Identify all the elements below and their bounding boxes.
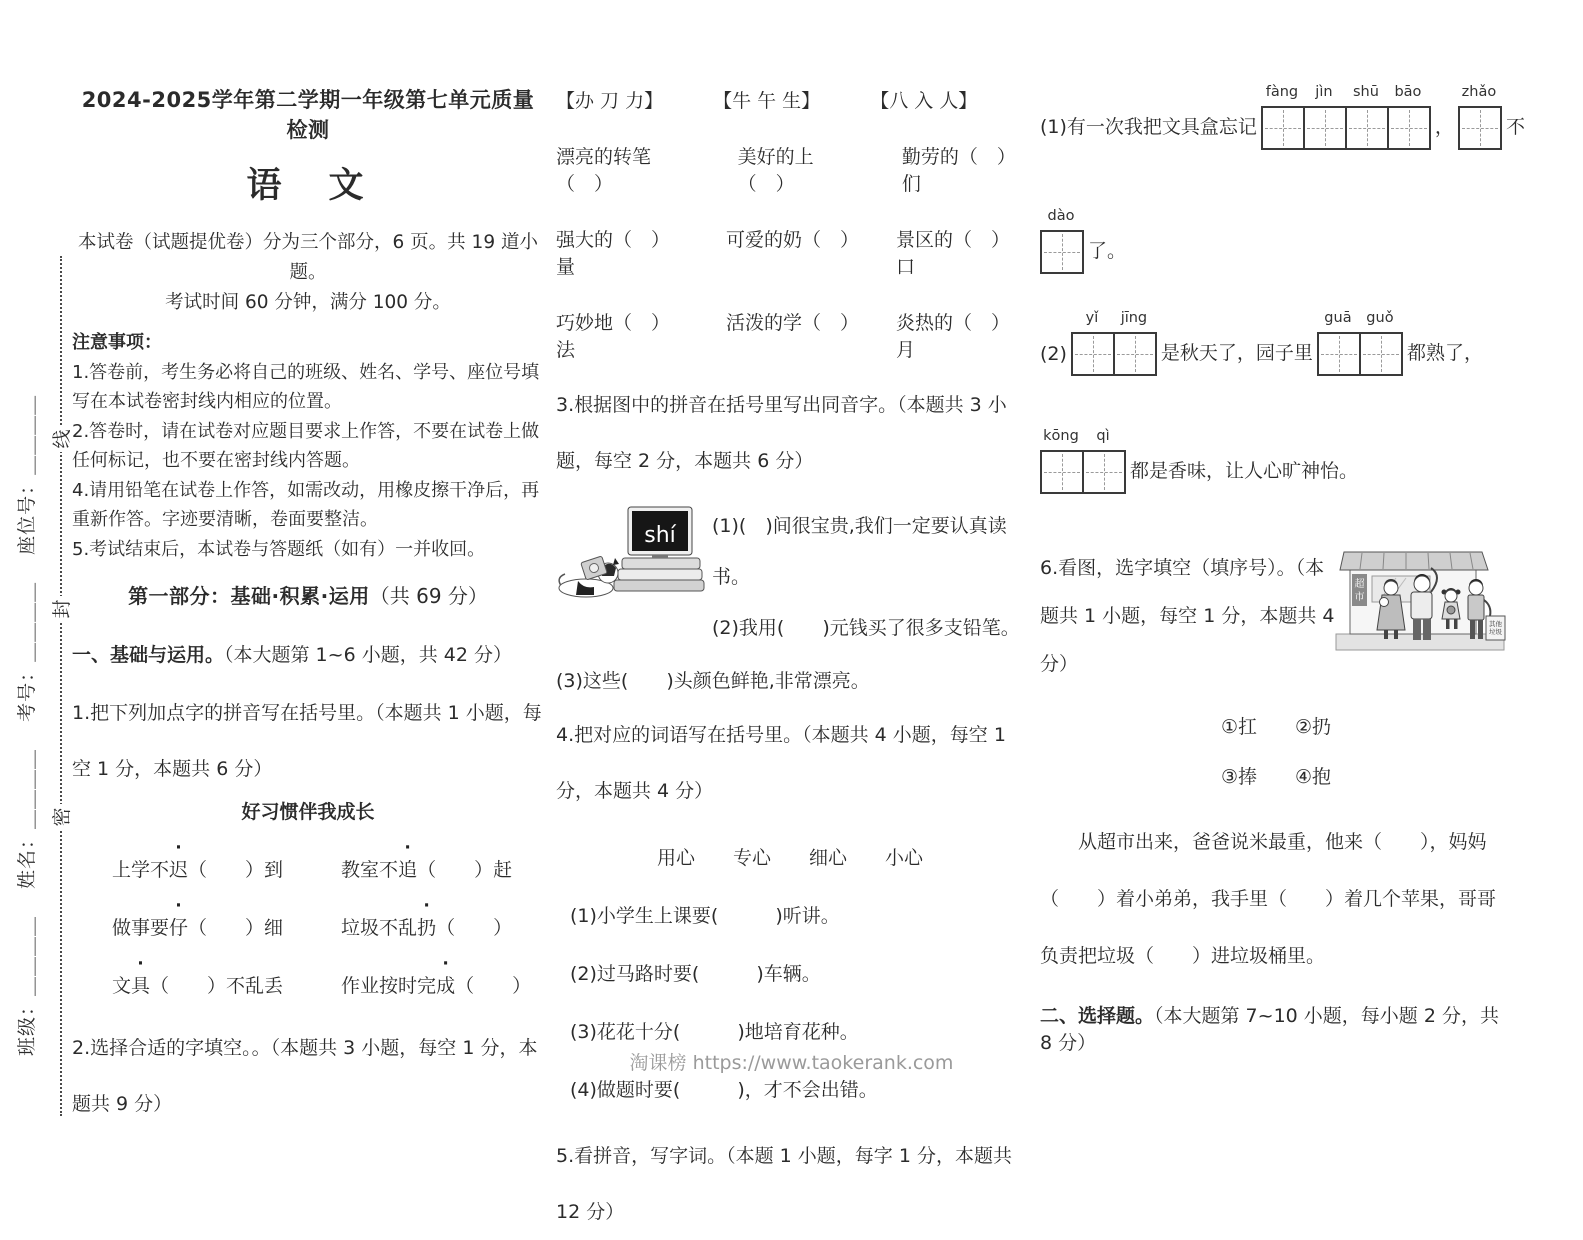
q5-line-text: (1)有一次我把文具盒忘记 (1040, 116, 1257, 138)
pinyin-writing-grid (1317, 310, 1403, 376)
q4-item: (4)做题时要( )，才不会出错。 (570, 1079, 878, 1101)
q2-fill-item: 活泼的学（ ） (726, 312, 860, 334)
note-item: 4.请用铅笔在试卷上作答，如需改动，用橡皮擦干净后，再重新作答。字迹要清晰，卷面要整洁。 (72, 479, 540, 530)
pinyin-label: yǐ (1085, 310, 1099, 326)
q2-fill-item: 可爱的奶（ ） (726, 229, 860, 251)
q2-option-group: 【牛 午 生】 (713, 90, 821, 112)
q2-fill-item: 勤劳的（ ）们 (901, 146, 1016, 195)
q2-fill-item: 炎热的（ ）月 (896, 312, 1011, 361)
phrase-pre: 教室不 (341, 859, 399, 881)
pinyin-label: qì (1096, 428, 1110, 444)
pinyin-label: kōng (1043, 428, 1079, 444)
q6-options-row: ①扛 ②扔 (1220, 716, 1332, 738)
section1-heading (72, 640, 544, 667)
phrase-dotted-char: 具 (131, 975, 151, 997)
monitor-pinyin-label: shí (644, 523, 676, 548)
part1-title (72, 580, 544, 609)
q5-answer-line (1040, 310, 1512, 376)
paper-info-line2: 考试时间 60 分钟，满分 100 分。 (165, 292, 451, 313)
q6-options-row: ③捧 ④抱 (1220, 766, 1332, 788)
part1-title-bold: 第一部分：基础·积累·运用 (128, 584, 370, 608)
phrase-post: （ ） (455, 975, 532, 997)
phrase-post: （ ）细 (188, 917, 284, 939)
phrase-dotted-char: 追 (398, 859, 418, 881)
writing-cell[interactable] (1042, 452, 1082, 492)
pinyin-writing-grid (1040, 208, 1084, 274)
q2-fill-item: 强大的（ ）量 (556, 229, 671, 278)
phrase-post: （ ）不乱丢 (150, 975, 284, 997)
section2-heading (1040, 1001, 1512, 1055)
q5-line-text: (2) (1040, 343, 1067, 365)
q2-fill-item: 景区的（ ）口 (896, 229, 1011, 278)
pinyin-label: guǒ (1366, 310, 1394, 326)
note-item: 1.答卷前，考生务必将自己的班级、姓名、学号、座位号填写在本试卷密封线内相应的位置。 (72, 361, 540, 412)
q5-line-text: 了。 (1088, 240, 1127, 262)
writing-cell[interactable] (1460, 108, 1500, 148)
q5-answer-line (1040, 84, 1525, 150)
q4-item: (2)过马路时要( )车辆。 (570, 963, 821, 985)
q2-option-group: 【八 入 人】 (870, 90, 978, 112)
q1-subtitle: 好习惯伴我成长 (241, 801, 375, 823)
q5-line-text: 是秋天了，园子里 (1160, 342, 1313, 364)
q1-stem: 1.把下列加点字的拼音写在括号里。（本题共 1 小题，每空 1 分，本题共 6 分） (72, 702, 542, 780)
shop-sign-char: 超 (1354, 579, 1365, 590)
subject-title: 语 文 (246, 166, 370, 206)
dotted-phrase (112, 971, 283, 998)
phrase-dotted-char: 迟 (169, 859, 189, 881)
shop-sign-char: 市 (1354, 592, 1365, 603)
footer-credit: 淘课榜 https://www.taokerank.com (629, 1052, 954, 1074)
pinyin-writing-grid (1071, 310, 1157, 376)
section2-label: 二、选择题。 (1040, 1005, 1155, 1027)
dotted-phrase (112, 855, 283, 882)
dotted-phrase (112, 913, 283, 940)
q5-line-text: 都是香味，让人心旷神怡。 (1130, 460, 1359, 482)
part1-title-rest: （共 69 分） (369, 584, 488, 608)
q5-line-text: 不 (1505, 116, 1525, 138)
exam-title: 2024-2025学年第二学期一年级第七单元质量检测 (81, 88, 535, 142)
q5-answer-line (1040, 428, 1512, 494)
q6-options (1040, 702, 1512, 802)
seal-char-feng: 封 (49, 596, 75, 622)
q3-stem: 3.根据图中的拼音在括号里写出同音字。（本题共 3 小题，每空 2 分，本题共 6 分） (556, 394, 1007, 472)
q6-block (1040, 544, 1512, 688)
q3-item: (3)这些( )头颜色鲜艳,非常漂亮。 (556, 670, 870, 692)
q3-media-block (556, 501, 1024, 654)
q2-fill-row (556, 225, 1024, 279)
pinyin-writing-grid (1458, 84, 1502, 150)
q3-item: (1)( )间很宝贵,我们一定要认真读书。 (712, 515, 1007, 588)
pinyin-label: guā (1324, 310, 1352, 326)
seal-student-fields: 班级：＿＿＿＿ 姓名：＿＿＿＿ 考号：＿＿＿＿ 座位号：＿＿＿＿ (16, 394, 38, 1056)
q1-rows (72, 855, 544, 998)
seal-char-mi: 密 (49, 804, 75, 830)
section1-desc: （本大题第 1~6 小题，共 42 分） (224, 644, 512, 666)
q1-row (112, 971, 544, 998)
q5-line-text: ， (1434, 116, 1454, 138)
note-item: 5.考试结束后，本试卷与答题纸（如有）一并收回。 (72, 538, 486, 560)
q1-row (112, 855, 544, 882)
q2-fill-item: 巧妙地（ ）法 (556, 312, 671, 361)
paper-info-line1: 本试卷（试题提优卷）分为三个部分，6 页。共 19 道小题。 (78, 232, 538, 283)
q5-answer-line (1040, 208, 1512, 274)
q3-items (712, 501, 1024, 654)
phrase-pre: 做事要 (112, 917, 170, 939)
phrase-post: （ ）赶 (417, 859, 513, 881)
q4-item: (1)小学生上课要( )听讲。 (570, 905, 840, 927)
dotted-phrase (341, 855, 512, 882)
writing-cell[interactable] (1319, 334, 1359, 374)
q2-option-group: 【办 刀 力】 (556, 90, 664, 112)
q4-word-bank: 用心 专心 细心 小心 (656, 847, 923, 869)
q5-line-text: 都熟了， (1406, 342, 1483, 364)
phrase-dotted-char: 成 (436, 975, 456, 997)
q2-stem: 2.选择合适的字填空。。（本题共 3 小题，每空 1 分，本题共 9 分） (72, 1037, 538, 1115)
phrase-pre: 作业按时完 (341, 975, 437, 997)
q5-stem: 5.看拼音，写字词。（本题 1 小题，每字 1 分，本题共 12 分） (556, 1145, 1012, 1223)
pinyin-label: bāo (1394, 84, 1422, 100)
writing-cell[interactable] (1113, 334, 1155, 374)
supermarket-family-illustration (1334, 538, 1506, 653)
phrase-dotted-char: 仔 (169, 917, 189, 939)
q6-paragraph: 从超市出来，爸爸说米最重，他来（ ），妈妈（ ）着小弟弟，我手里（ ）着几个苹果，哥哥负责把垃圾（ ）进垃圾桶里。 (1040, 831, 1497, 967)
pinyin-label: zhǎo (1461, 84, 1497, 100)
pinyin-label: fàng (1265, 84, 1299, 100)
section2-desc: （本大题第 7~10 小题，每小题 2 分，共 8 分） (1040, 1005, 1499, 1054)
writing-cell[interactable] (1345, 108, 1387, 148)
phrase-pre: 上学不 (112, 859, 170, 881)
dotted-phrase (341, 913, 512, 940)
q2-fill-item: 漂亮的转笔（ ） (556, 146, 652, 195)
writing-cell[interactable] (1303, 108, 1345, 148)
q2-fill-item: 美好的上（ ） (737, 146, 814, 195)
column-right (1040, 84, 1525, 1055)
exam-notes (72, 328, 544, 564)
note-item: 2.答卷时，请在试卷对应题目要求上作答，不要在试卷上做任何标记，也不要在密封线内答题。 (72, 420, 540, 471)
writing-cell[interactable] (1082, 452, 1124, 492)
seal-char-xian: 线 (49, 426, 75, 452)
phrase-pre: 文 (112, 975, 132, 997)
column-left (72, 84, 544, 1132)
phrase-post: （ ）到 (188, 859, 284, 881)
writing-cell[interactable] (1359, 334, 1401, 374)
phrase-post: （ ） (436, 917, 513, 939)
pinyin-label: shū (1352, 84, 1379, 100)
q3-item: (2)我用( )元钱买了很多支铅笔。 (712, 617, 1020, 639)
writing-cell[interactable] (1042, 232, 1082, 272)
pinyin-label: jīng (1120, 310, 1148, 326)
trash-bin-label: 其他 (1489, 620, 1502, 628)
q4-stem: 4.把对应的词语写在括号里。（本题共 4 小题，每空 1 分，本题共 4 分） (556, 724, 1006, 802)
writing-cell[interactable] (1073, 334, 1113, 374)
trash-bin-label: 垃圾 (1489, 628, 1502, 636)
q4-item: (3)花花十分( )地培育花种。 (570, 1021, 859, 1043)
dotted-phrase (341, 971, 531, 998)
pinyin-label: jìn (1315, 84, 1333, 100)
writing-cell[interactable] (1263, 108, 1303, 148)
seal-dotted-line (51, 256, 73, 1116)
q6-stem: 6.看图，选字填空（填序号）。（本题共 1 小题，每空 1 分，本题共 4 分） (1040, 557, 1335, 675)
pinyin-writing-grid (1040, 428, 1126, 494)
pinyin-writing-grid (1261, 84, 1431, 150)
phrase-dotted-char: 扔 (417, 917, 437, 939)
q1-row (112, 913, 544, 940)
writing-cell[interactable] (1387, 108, 1429, 148)
q2-fill-row (556, 142, 1024, 196)
pinyin-label: dào (1047, 208, 1075, 224)
phrase-pre: 垃圾不乱 (341, 917, 418, 939)
cat-computer-illustration (556, 501, 706, 601)
notes-title: 注意事项： (72, 332, 162, 353)
q2-options-row (556, 86, 1024, 113)
section1-label: 一、基础与运用。 (72, 644, 225, 666)
q2-fill-row (556, 308, 1024, 362)
